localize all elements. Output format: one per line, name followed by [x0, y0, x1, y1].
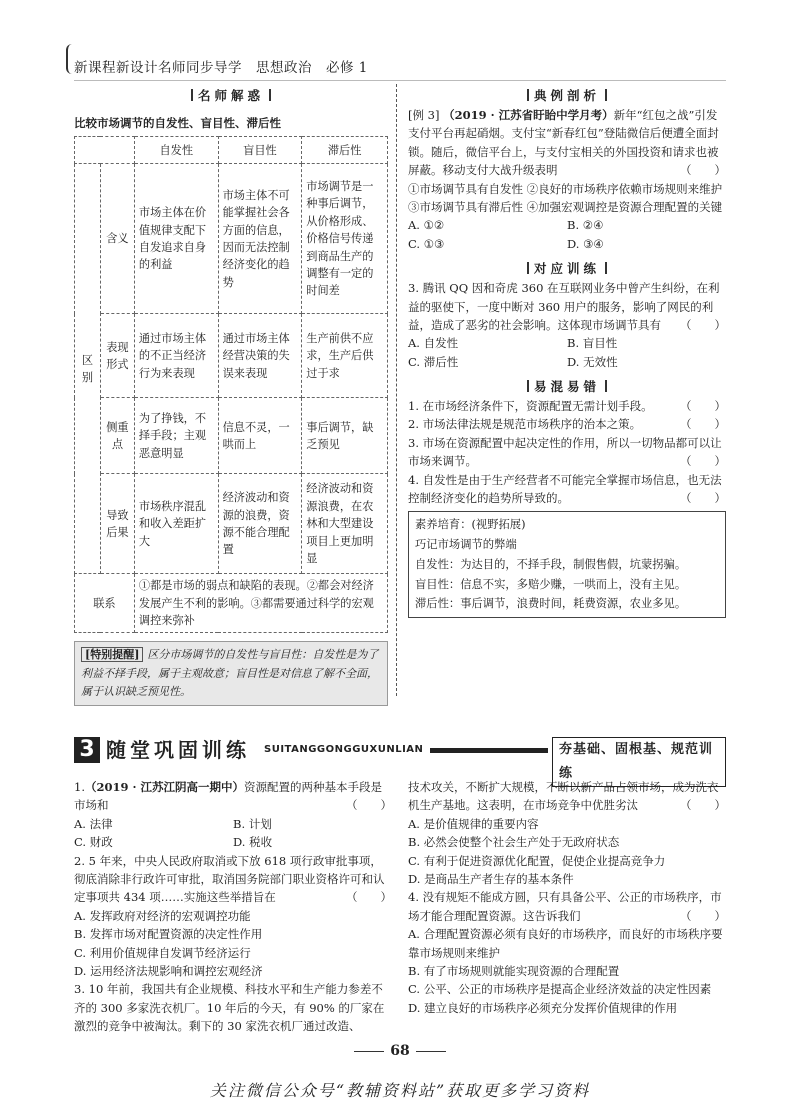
table-cell: 经济波动和资源浪费，在农林和大型建设项目上更加明显 — [302, 474, 388, 574]
section-banner — [74, 736, 726, 781]
table-row — [75, 474, 388, 574]
confuse-item: 1. 在市场经济条件下，资源配置无需计划手段。 （ ） — [408, 397, 726, 415]
example-stem: 新年“红包之战”引发支付平台再起硝烟。支付宝“新春红包”登陆微信后便遭全面封锁。随后，微信平台上，与支付宝相关的外国投资和请求也被屏蔽。移动支付大战升级表明 — [408, 108, 719, 178]
option: B. 必然会使整个社会生产处于无政府状态 — [408, 835, 620, 850]
practice-options — [408, 334, 726, 371]
footer-watermark: 关注微信公众号“教辅资料站”获取更多学习资料 — [209, 1081, 591, 1100]
example-tag: [例 3] — [408, 108, 440, 122]
literacy-line: 盲目性：信息不实，多赔少赚，一哄而上，没有主见。 — [415, 577, 687, 591]
option: A. 自发性 — [408, 336, 459, 351]
option: B. ②④ — [567, 218, 604, 233]
row-label: 表现形式 — [100, 314, 134, 398]
option: A. 合理配置资源必须有良好的市场秩序，而良好的市场秩序要靠市场规则来维护 — [408, 927, 723, 960]
table-row — [75, 314, 388, 398]
practice-question: 3. 腾讯 QQ 因和奇虎 360 在互联网业务中曾产生纠纷，在利益的驱使下，一度中断对 360 用户的服务，影响了网民的利益，造成了恶劣的社会影响。这体现市场调节具有 （ ） — [408, 279, 726, 334]
question-1: 1.（2019 · 江苏江阴高一期中）资源配置的两种基本手段是市场和 （ ） — [74, 778, 392, 815]
bottom-left-column — [74, 778, 392, 1035]
row-label: 侧重点 — [100, 398, 134, 474]
option: B. 盲目性 — [567, 336, 618, 351]
option: B. 计划 — [233, 816, 272, 831]
question-source: （2019 · 江苏江阴高一期中） — [84, 780, 245, 794]
option: B. 发挥市场对配置资源的决定性作用 — [74, 927, 263, 942]
option: C. ①③ — [408, 236, 445, 251]
question-2: 2. 5 年来，中央人民政府取消或下放 618 项行政审批事项，彻底消除非行政许可审批，取消国务院部门职业资格许可和认定事项共 434 项……实施这些举措旨在 （ ） — [74, 852, 392, 907]
table-header-row — [75, 137, 388, 164]
answer-blank: （ ） — [680, 163, 726, 178]
example-options — [408, 216, 726, 253]
banner-number: 3 — [74, 737, 100, 763]
answer-blank: （ ） — [346, 890, 392, 905]
option: C. 利用价值规律自发调节经济运行 — [74, 945, 251, 960]
option: A. 法律 — [74, 816, 113, 831]
page-number-row — [0, 1040, 800, 1062]
confuse-item: 2. 市场法律法规是规范市场秩序的治本之策。 （ ） — [408, 415, 726, 433]
option: A. ①② — [408, 218, 445, 233]
tip-label: [特别提醒] — [81, 647, 143, 662]
answer-blank: （ ） — [346, 798, 392, 813]
option: D. 运用经济法规影响和调控宏观经济 — [74, 963, 263, 978]
question-3: 3. 10 年前，我国共有企业规模、科技水平和生产能力参差不齐的 300 多家洗衣机厂。10 年后的今天，有 90% 的厂家在激烈的竞争中被淘汰。剩下的 30 家洗衣机厂通过改造、 — [74, 982, 385, 1034]
section-title-confuse: 易混易错 — [408, 377, 726, 397]
tip-text: 区分市场调节的自发性与盲目性：自发性是为了利益不择手段，属于主观故意；盲目性是对信息了解不全面，属于认识缺乏预见性。 — [81, 648, 379, 698]
answer-blank: （ ） — [680, 908, 726, 923]
col-header: 滞后性 — [302, 137, 388, 164]
literacy-line: 自发性：为达目的，不择手段，制假售假，坑蒙拐骗。 — [415, 557, 687, 571]
literacy-line: 巧记市场调节的弊端 — [415, 538, 517, 552]
table-row — [75, 398, 388, 474]
option: C. 有利于促进资源优化配置，促使企业提高竞争力 — [408, 853, 666, 868]
table-cell: 为了挣钱，不择手段；主观恶意明显 — [134, 398, 218, 474]
answer-blank: （ ） — [680, 454, 726, 469]
section-title-practice: 对应训练 — [408, 259, 726, 279]
banner-rule — [430, 748, 548, 753]
option: D. 无效性 — [567, 354, 618, 369]
right-column — [408, 86, 726, 618]
literacy-line: 素养培育：(视野拓展) — [415, 518, 526, 532]
table-cell: 市场主体在价值规律支配下自发追求自身的利益 — [134, 164, 218, 314]
option: A. 发挥政府对经济的宏观调控功能 — [74, 908, 251, 923]
row-label: 联系 — [75, 574, 135, 633]
banner-pinyin: SUITANGGONGGUXUNLIAN — [264, 744, 424, 755]
table-cell: 市场调节是一种事后调节，从价格形成、价格信号传递到商品生产的调整有一定的时间差 — [302, 164, 388, 314]
question-3-continued: 技术攻关，不断扩大规模，不断以新产品占领市场，成为洗衣机生产基地。这表明，在市场竞争中优胜劣汰 （ ） — [408, 778, 726, 815]
option: D. ③④ — [567, 236, 604, 251]
answer-blank: （ ） — [680, 798, 726, 813]
comparison-table — [74, 136, 388, 633]
confuse-item: 3. 市场在资源配置中起决定性的作用，所以一切物品都可以让市场来调节。 （ ） — [408, 434, 726, 471]
book-header: 新课程新设计名师同步导学 思想政治 必修 1 — [74, 60, 368, 76]
section-title-teacher: 名师解惑 — [74, 86, 388, 106]
section-title-example: 典例剖析 — [408, 86, 726, 106]
row-label: 导致后果 — [100, 474, 134, 574]
table-cell: 通过市场主体经营决策的失误来表现 — [218, 314, 302, 398]
special-tip — [74, 641, 388, 705]
literacy-line: 滞后性：事后调节，浪费时间，耗费资源，农业多见。 — [415, 597, 687, 611]
table-row — [75, 164, 388, 314]
table-row — [75, 574, 388, 633]
option: C. 财政 — [74, 835, 113, 850]
example-question — [408, 106, 726, 180]
answer-blank: （ ） — [680, 399, 726, 414]
banner-slogan: 夯基础、固根基、规范训练 — [552, 737, 726, 787]
answer-blank: （ ） — [680, 491, 726, 506]
option: A. 是价值规律的重要内容 — [408, 816, 539, 831]
table-title: 比较市场调节的自发性、盲目性、滞后性 — [74, 116, 281, 130]
option: C. 公平、公正的市场秩序是提高企业经济效益的决定性因素 — [408, 982, 712, 997]
confuse-item: 4. 自发性是由于生产经营者不可能完全掌握市场信息，也无法控制经济变化的趋势所导致的。 （ ） — [408, 471, 726, 508]
banner-title: 随堂巩固训练 — [106, 738, 250, 762]
table-cell: 通过市场主体的不正当经济行为来表现 — [134, 314, 218, 398]
option: B. 有了市场规则就能实现资源的合理配置 — [408, 963, 620, 978]
option: D. 建立良好的市场秩序必须充分发挥价值规律的作用 — [408, 1000, 678, 1015]
page-number: 68 — [390, 1043, 410, 1059]
bottom-right-column — [408, 778, 726, 1017]
table-cell: 经济波动和资源的浪费，资源不能合理配置 — [218, 474, 302, 574]
example-source: （2019 · 江苏省盱眙中学月考） — [443, 108, 614, 122]
table-cell: 市场秩序混乱和收入差距扩大 — [134, 474, 218, 574]
option: C. 滞后性 — [408, 354, 459, 369]
answer-blank: （ ） — [680, 317, 726, 332]
example-statements: ①市场调节具有自发性 ②良好的市场秩序依赖市场规则来维护 ③市场调节具有滞后性 ④加强宏观调控是资源合理配置的关键 — [408, 181, 723, 214]
row-label: 含义 — [100, 164, 134, 314]
col-header: 自发性 — [134, 137, 218, 164]
header-bracket — [66, 44, 74, 74]
option: D. 税收 — [233, 835, 273, 850]
table-cell: 市场主体不可能掌握社会各方面的信息，因而无法控制经济变化的趋势 — [218, 164, 302, 314]
table-cell: ①都是市场的弱点和缺陷的表现。②都会对经济发展产生不利的影响。③都需要通过科学的宏观调控来弥补 — [134, 574, 387, 633]
left-column — [74, 86, 388, 706]
question-1-options — [74, 815, 392, 852]
col-header: 盲目性 — [218, 137, 302, 164]
table-cell: 信息不灵，一哄而上 — [218, 398, 302, 474]
question-4: 4. 没有规矩不能成方圆，只有具备公平、公正的市场秩序，市场才能合理配置资源。这告诉我们 （ ） — [408, 888, 726, 925]
answer-blank: （ ） — [680, 417, 726, 432]
header-rule — [74, 80, 726, 81]
literacy-box — [408, 511, 726, 618]
table-cell: 事后调节，缺乏预见 — [302, 398, 388, 474]
option: D. 是商品生产者生存的基本条件 — [408, 871, 574, 886]
table-cell: 生产前供不应求，生产后供过于求 — [302, 314, 388, 398]
group-label: 区别 — [75, 164, 101, 574]
column-divider — [396, 84, 397, 696]
